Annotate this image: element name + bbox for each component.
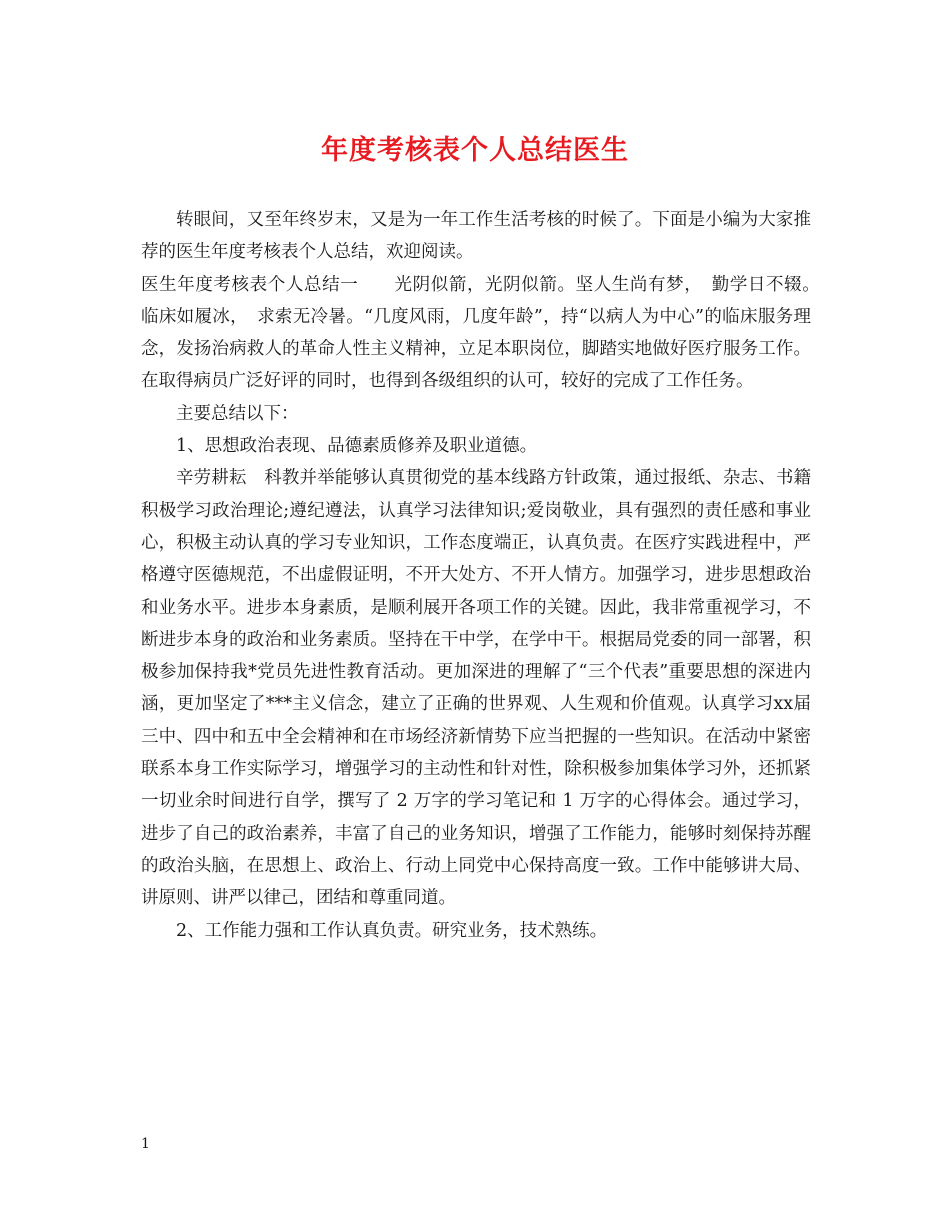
paragraph-section-2: 2、工作能力强和工作认真负责。研究业务，技术熟练。 <box>176 920 608 941</box>
paragraph-summary-one: 医生年度考核表个人总结一 光阴似箭，光阴似箭。坚人生尚有梦， 勤学日不辍。 临床如履冰， 求索无冷暑。“几度风雨，几度年龄”，持“以病人为中心”的临床服务理念，发扬治病救人的革命人性主义精神，立足本职岗位，脚踏实地做好医疗服务工作。在取得病员广泛好评的同时，也得到各级组织的认可，较好的完成了工作任务。 <box>141 274 829 392</box>
paragraph-section-1: 1、思想政治表现、品德素质修养及职业道德。 <box>176 436 538 457</box>
page-number: 1 <box>141 1136 150 1152</box>
document-body <box>141 204 829 947</box>
paragraph-intro: 转眼间，又至年终岁末，又是为一年工作生活考核的时候了。下面是小编为大家推荐的医生年度考核表个人总结，欢迎阅读。 <box>141 210 811 263</box>
document-title: 年度考核表个人总结医生 <box>321 135 629 166</box>
paragraph-main-summary: 主要总结以下： <box>176 403 299 424</box>
paragraph-section-1-body: 辛劳耕耘 科教并举能够认真贯彻党的基本线路方针政策，通过报纸、杂志、书籍积极学习政治理论;遵纪遵法，认真学习法律知识;爱岗敬业，具有强烈的责任感和事业心，积极主动认真的学习专业知识，工作态度端正，认真负责。在医疗实践进程中，严格遵守医德规范，不出虚假证明，不开大处方、不开人情方。加强学习，进步思想政治和业务水平。进步本身素质，是顺利展开各项工作的关键。因此，我非常重视学习，不断进步本身的政治和业务素质。坚持在干中学，在学中干。根据局党委的同一部署，积极参加保持我*党员先进性教育活动。更加深进的理解了“三个代表”重要思想的深进内涵，更加坚定了***主义信念，建立了正确的世界观、人生观和价值观。认真学习xx届三中、四中和五中全会精神和在市场经济新情势下应当把握的一些知识。在活动中紧密联系本身工作实际学习，增强学习的主动性和针对性，除积极参加集体学习外，还抓紧一切业余时间进行自学，撰写了 2 万字的学习笔记和 1 万字的心得体会。通过学习，进步了自己的政治素养，丰富了自己的业务知识，增强了工作能力，能够时刻保持苏醒的政治头脑，在思想上、政治上、行动上同党中心保持高度一致。工作中能够讲大局、讲原则、讲严以律己，团结和尊重同道。 <box>141 468 811 909</box>
